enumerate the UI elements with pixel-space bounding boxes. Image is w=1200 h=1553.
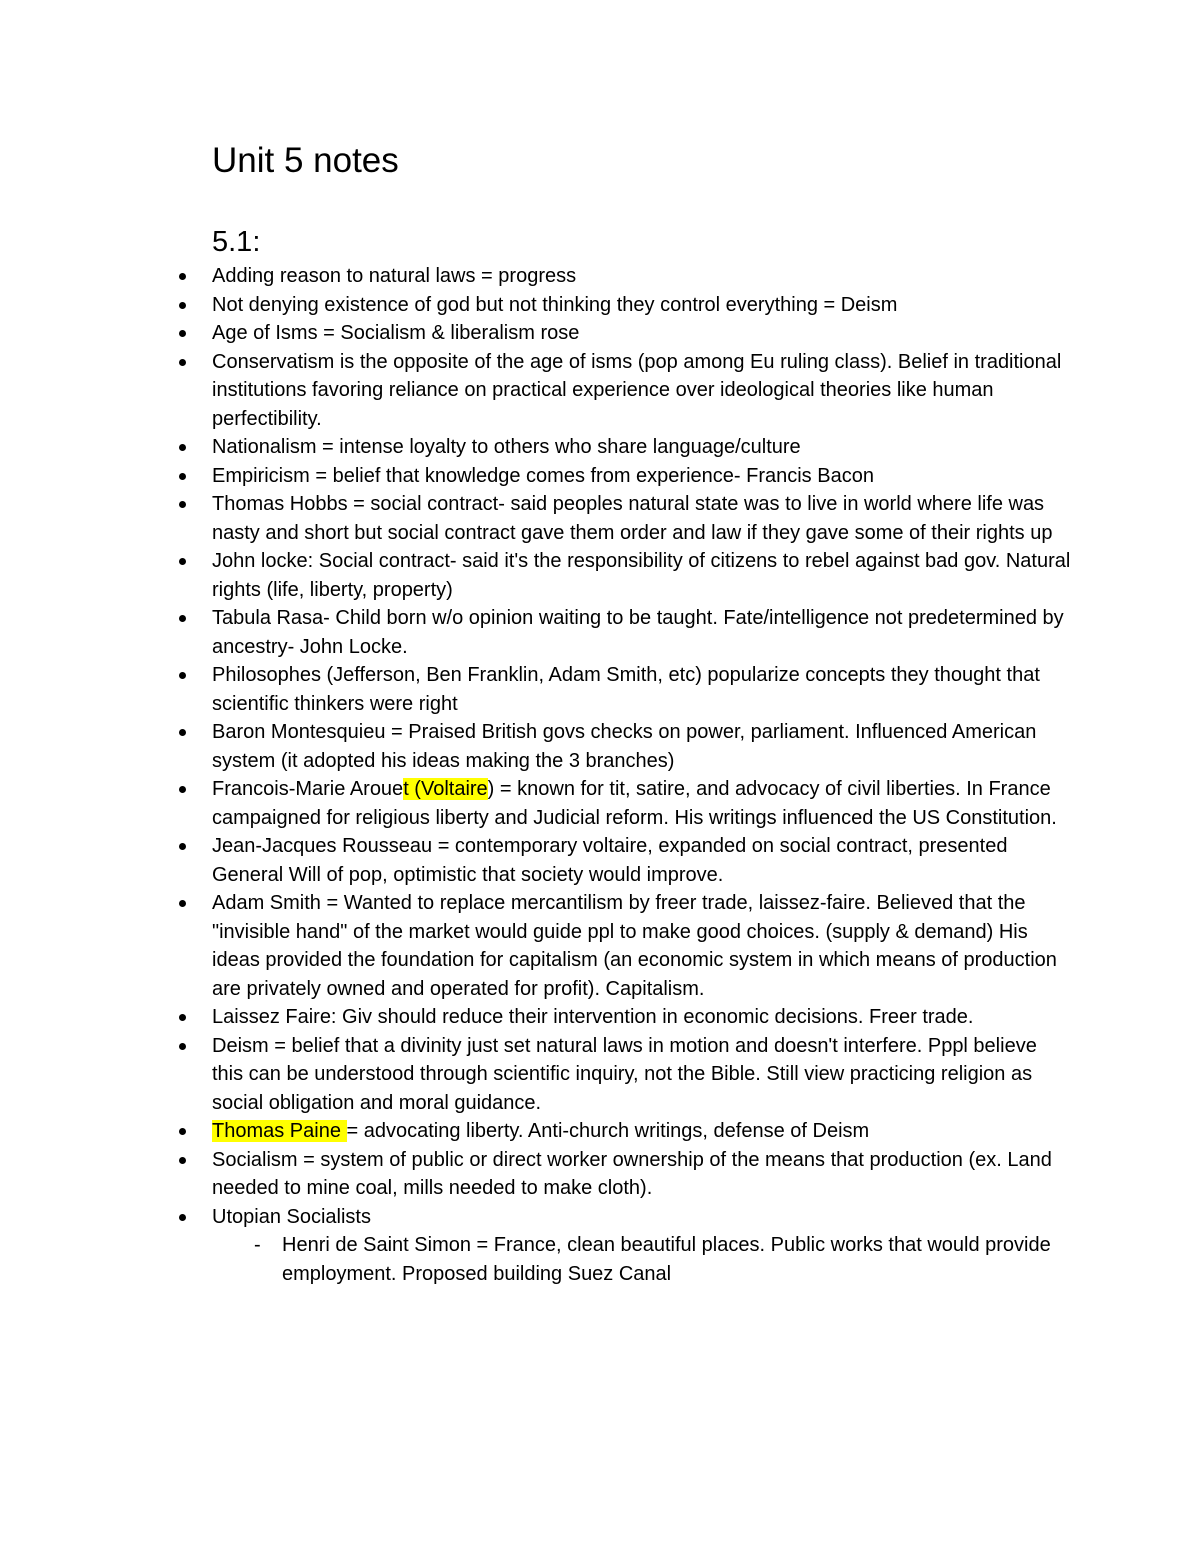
note-text: Nationalism = intense loyalty to others who share language/culture <box>212 436 801 458</box>
note-text: Philosophes (Jefferson, Ben Franklin, Adam Smith, etc) popularize concepts they thought that scientific thinkers were right <box>212 664 1040 715</box>
sub-list <box>212 1231 1072 1288</box>
bullet-icon <box>179 501 186 508</box>
note-text: Utopian Socialists <box>212 1205 371 1228</box>
notes-list <box>0 262 1200 1288</box>
list-item <box>0 291 1072 320</box>
note-text: Empiricism = belief that knowledge comes from experience- Francis Bacon <box>212 464 874 487</box>
bullet-icon <box>179 359 186 366</box>
note-text: Thomas Hobbs = social contract- said peoples natural state was to live in world where life was nasty and short but social contract gave them order and law if they gave some of their rights up <box>212 493 1053 544</box>
bullet-icon <box>179 302 186 309</box>
list-item <box>0 1146 1072 1203</box>
list-item <box>0 462 1072 491</box>
note-text: Adam Smith = Wanted to replace mercantilism by freer trade, laissez-faire. Believed that the "invisible hand" of the market would guide ppl to make good choices. (supply & demand) His ideas provided the foundation for capitalism (an economic system in which means of production are privately owned and operated for profit). Capitalism. <box>212 892 1057 1000</box>
note-text-prefix: Francois-Marie Arouе <box>212 778 404 800</box>
bullet-icon <box>179 558 186 565</box>
list-item <box>0 604 1072 661</box>
list-item <box>0 1003 1072 1032</box>
list-item <box>0 348 1072 434</box>
note-text-suffix: ) = known for tit, satire, and advocacy of civil liberties. In France campaigned for religious liberty and Judicial reform. His writings influenced the US Constitution. <box>212 778 1057 829</box>
note-text: Tabula Rasa- Child born w/o opinion waiting to be taught. Fate/intelligence not predetermined by ancestry- John Locke. <box>212 607 1064 658</box>
bullet-icon <box>179 786 186 793</box>
document-title: Unit 5 notes <box>212 141 399 180</box>
bullet-icon <box>179 1214 186 1221</box>
bullet-icon <box>179 900 186 907</box>
list-item <box>0 262 1072 291</box>
list-item <box>0 1032 1072 1118</box>
note-text: Baron Montesquieu = Praised British govs checks on power, parliament. Influenced American system (it adopted his ideas making the 3 branches) <box>212 721 1037 772</box>
note-text: Conservatism is the opposite of the age of isms (pop among Eu ruling class). Belief in traditional institutions favoring reliance on practical experience over ideological theories like human perfectibility. <box>212 350 1062 430</box>
bullet-icon <box>179 473 186 480</box>
note-text-suffix: = advocating liberty. Anti-church writings, defense of Deism <box>346 1120 870 1142</box>
note-text: Jean-Jacques Rousseau = contemporary voltaire, expanded on social contract, presented General Will of pop, optimistic that society would improve. <box>212 835 1008 886</box>
sub-list-item <box>212 1231 1062 1288</box>
note-text: Adding reason to natural laws = progress <box>212 265 577 287</box>
bullet-icon <box>179 729 186 736</box>
note-text: Socialism = system of public or direct worker ownership of the means that production (ex. Land needed to mine coal, mills needed to make cloth). <box>212 1148 1052 1199</box>
bullet-icon <box>179 273 186 280</box>
list-item <box>0 319 1072 348</box>
bullet-icon <box>179 1157 186 1164</box>
bullet-icon <box>179 444 186 451</box>
list-item <box>0 490 1072 547</box>
list-item <box>0 718 1072 775</box>
list-item <box>0 433 1072 462</box>
note-text: Age of Isms = Socialism & liberalism rose <box>212 322 580 344</box>
bullet-icon <box>179 843 186 850</box>
note-text: John locke: Social contract- said it's the responsibility of citizens to rebel against bad gov. Natural rights (life, liberty, property) <box>212 550 1071 601</box>
bullet-icon <box>179 1043 186 1050</box>
dash-marker: - <box>254 1234 261 1256</box>
list-item <box>0 661 1072 718</box>
highlighted-text: t (Voltaire <box>403 778 488 800</box>
list-item <box>0 832 1072 889</box>
list-item <box>0 775 1072 832</box>
list-item <box>0 889 1072 1003</box>
bullet-icon <box>179 1014 186 1021</box>
sub-note-text: Henri de Saint Simon = France, clean beautiful places. Public works that would provide employment. Proposed building Suez Canal <box>282 1234 1051 1285</box>
bullet-icon <box>179 330 186 337</box>
note-text: Laissez Faire: Giv should reduce their intervention in economic decisions. Freer trade. <box>212 1006 974 1028</box>
highlighted-text: Thomas Paine <box>212 1120 347 1142</box>
bullet-icon <box>179 615 186 622</box>
list-item <box>0 1117 1072 1146</box>
note-text: Not denying existence of god but not thinking they control everything = Deism <box>212 293 898 316</box>
bullet-icon <box>179 1128 186 1135</box>
list-item <box>0 1203 1072 1289</box>
note-text: Deism = belief that a divinity just set natural laws in motion and doesn't interfere. Pppl believe this can be understood through scientific inquiry, not the Bible. Still view practicing religion as social obligation and moral guidance. <box>212 1034 1037 1114</box>
section-heading: 5.1: <box>212 226 261 258</box>
list-item <box>0 547 1072 604</box>
bullet-icon <box>179 672 186 679</box>
